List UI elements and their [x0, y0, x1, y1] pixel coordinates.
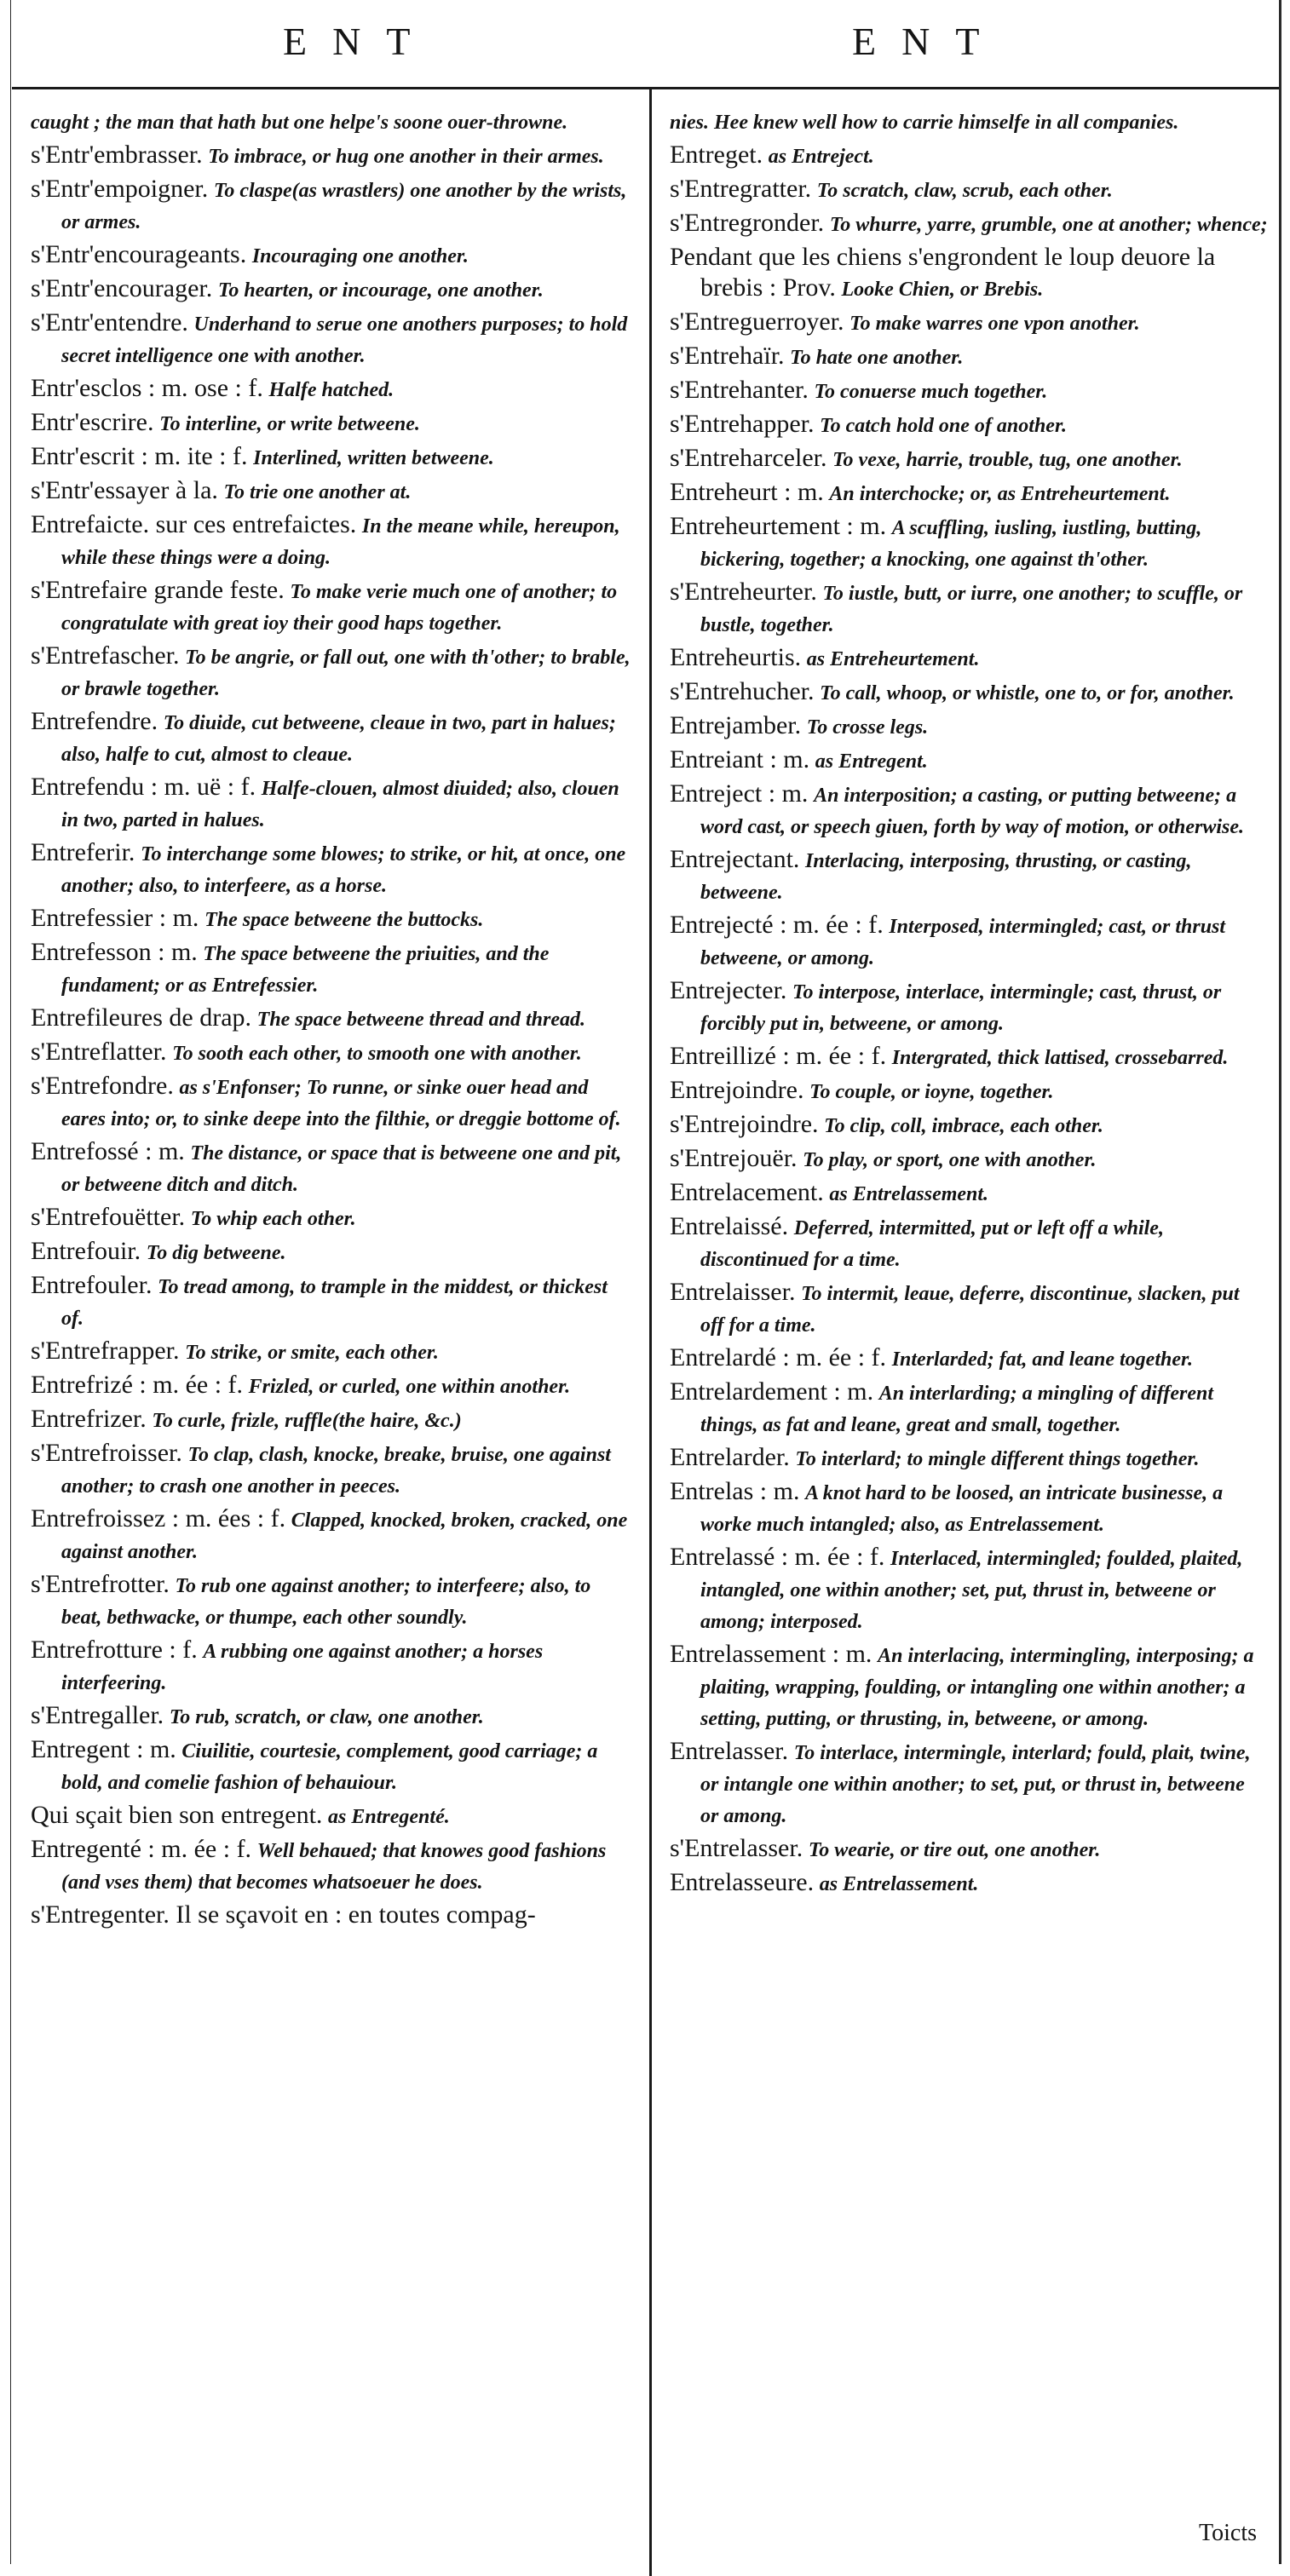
entry-headword: s'Entrehanter. [670, 376, 809, 404]
dictionary-entry [31, 373, 634, 405]
dictionary-entry [31, 1734, 634, 1798]
entry-headword: s'Entr'entendre. [31, 308, 188, 336]
dictionary-entry [31, 475, 634, 508]
entry-definition: Interlarded; fat, and leane together. [891, 1348, 1194, 1371]
entry-definition: Frizled, or curled, one within another. [248, 1376, 571, 1398]
dictionary-entry [31, 1404, 634, 1436]
entry-definition: Looke Chien, or Brebis. [841, 279, 1044, 301]
entry-headword: Entrejamber. [670, 711, 802, 739]
dictionary-entry [31, 1336, 634, 1368]
entry-definition: An interlarding; a mingling of different things, as fat and leane, great and small, together. [700, 1383, 1213, 1436]
entry-headword: Entreget. [670, 141, 763, 169]
dictionary-entry [670, 1177, 1268, 1210]
dictionary-entry [31, 407, 634, 440]
entry-definition: To crosse legs. [806, 716, 929, 739]
entry-headword: Entrefroissez : m. ées : f. [31, 1504, 286, 1532]
dictionary-entry [670, 1109, 1268, 1141]
entry-definition: To be angrie, or fall out, one with th'other; to brable, or brawle together. [61, 647, 631, 700]
entry-definition: Interlined, written betweene. [253, 447, 494, 469]
entry-headword: Entrefesson : m. [31, 938, 198, 966]
dictionary-entry [670, 844, 1268, 908]
entry-headword: Entreject : m. [670, 779, 809, 808]
dictionary-entry [31, 903, 634, 935]
entry-definition: To hearten, or incourage, one another. [217, 279, 544, 302]
dictionary-entry [670, 910, 1268, 974]
dictionary-entry [670, 140, 1268, 172]
entry-headword: Pendant que les chiens s'engrondent le loup deuore la brebis : Prov. [670, 243, 1216, 302]
entry-headword: s'Entreflatter. [31, 1038, 167, 1066]
dictionary-entry [670, 477, 1268, 509]
dictionary-entry [670, 307, 1268, 339]
dictionary-entry [31, 1800, 634, 1832]
dictionary-entry [31, 575, 634, 639]
dictionary-entry [670, 341, 1268, 373]
dictionary-entry [670, 511, 1268, 575]
entry-definition: To hate one another. [790, 347, 964, 369]
dictionary-entry [670, 642, 1268, 675]
dictionary-entry [670, 1867, 1268, 1900]
entry-definition: To curle, frizle, ruffle(the haire, &c.) [152, 1410, 462, 1432]
dictionary-entry [31, 174, 634, 238]
entry-headword: s'Entrefondre. [31, 1072, 174, 1100]
entry-headword: Entrejecter. [670, 976, 787, 1004]
dictionary-entry [31, 140, 634, 172]
entry-headword: s'Entrehucher. [670, 677, 815, 705]
entry-headword: s'Entr'embrasser. [31, 141, 203, 169]
dictionary-entry [31, 1003, 634, 1035]
entry-definition: Intergrated, thick lattised, crossebarred. [891, 1047, 1229, 1069]
entry-definition: To interchange some blowes; to strike, or hit, at once, one another; also, to interfeere, as a horse. [61, 843, 626, 897]
dictionary-entry [31, 1635, 634, 1699]
dictionary-entry [31, 1900, 634, 1932]
entry-headword: s'Entrefroisser. [31, 1439, 182, 1467]
entry-definition: To make verie much one of another; to congratulate with great ioy their good haps together. [61, 581, 618, 635]
entry-headword: Entreheurtis. [670, 643, 802, 671]
dictionary-entry [31, 239, 634, 272]
page-left-border [10, 0, 11, 2564]
entry-definition: To couple, or ioyne, together. [809, 1081, 1054, 1103]
entry-definition: To clap, clash, knocke, breake, bruise, one against another; to crash one another in peeces. [61, 1444, 611, 1498]
entry-definition: To strike, or smite, each other. [185, 1342, 439, 1364]
entry-definition: To whip each other. [190, 1208, 356, 1230]
dictionary-entry [670, 1075, 1268, 1107]
entry-definition: A scuffling, iusling, iustling, butting, bickering, together; a knocking, one against th'other. [700, 517, 1202, 571]
entry-definition: To interlard; to mingle different things together. [795, 1448, 1200, 1470]
dictionary-entry [670, 710, 1268, 743]
entry-definition: The space betweene thread and thread. [256, 1009, 585, 1031]
entry-headword: Entrefendu : m. uë : f. [31, 773, 256, 801]
entry-definition: To imbrace, or hug one another in their armes. [208, 146, 604, 168]
dictionary-entry [31, 509, 634, 573]
dictionary-entry [670, 1476, 1268, 1540]
dictionary-entry [670, 1442, 1268, 1475]
entry-definition: A rubbing one against another; a horses interfeering. [61, 1641, 544, 1694]
entry-definition: To tread among, to trample in the middest, or thickest of. [61, 1276, 608, 1330]
dictionary-entry [31, 1037, 634, 1069]
entry-headword: Entrefossé : m. [31, 1137, 185, 1165]
entry-definition: as Entregenté. [328, 1806, 450, 1828]
entry-headword: s'Entrefouëtter. [31, 1203, 186, 1231]
entry-headword: s'Entrefrapper. [31, 1337, 180, 1365]
entry-headword: Entrefessier : m. [31, 904, 199, 932]
dictionary-entry [31, 837, 634, 901]
dictionary-entry [31, 106, 634, 138]
entry-headword: s'Entregenter. Il se sçavoit en : en toutes compag- [31, 1900, 536, 1929]
dictionary-entry [31, 1071, 634, 1135]
entry-definition: To make warres one vpon another. [849, 313, 1140, 335]
dictionary-entry [670, 1736, 1268, 1831]
entry-definition: To scratch, claw, scrub, each other. [816, 180, 1113, 202]
entry-definition: as Entreheurtement. [806, 648, 980, 670]
dictionary-entry [670, 443, 1268, 475]
dictionary-entry [31, 1700, 634, 1733]
entry-definition: To clip, coll, imbrace, each other. [824, 1115, 1103, 1137]
entry-definition: An interposition; a casting, or putting betweene; a word cast, or speech giuen, forth by way of motion, or otherwise. [700, 785, 1245, 838]
header-left-title: ENT [283, 20, 436, 63]
entry-headword: s'Entreguerroyer. [670, 308, 844, 336]
running-header [9, 19, 1282, 70]
dictionary-entry [670, 779, 1268, 842]
entry-definition: To interlace, intermingle, interlard; fould, plait, twine, or intangle one within another; to set, put, or thrust in, betweene or among. [700, 1742, 1251, 1827]
entry-definition: Deferred, intermitted, put or left off a while, discontinued for a time. [700, 1217, 1164, 1271]
entry-headword: s'Entrejoindre. [670, 1110, 819, 1138]
entry-headword: Entreferir. [31, 838, 135, 866]
dictionary-entry [670, 208, 1268, 240]
dictionary-entry [670, 1211, 1268, 1275]
entry-headword: Entrefouler. [31, 1271, 153, 1299]
entry-headword: Entrejoindre. [670, 1076, 804, 1104]
dictionary-entry [31, 1136, 634, 1200]
entry-headword: s'Entregratter. [670, 175, 812, 203]
dictionary-entry [670, 106, 1268, 138]
entry-headword: s'Entrefascher. [31, 641, 180, 670]
dictionary-entry [670, 975, 1268, 1039]
entry-definition: To conuerse much together. [814, 381, 1048, 403]
dictionary-entry [31, 1270, 634, 1334]
dictionary-page [9, 0, 1282, 2546]
entry-headword: Entrejectant. [670, 845, 800, 873]
entry-headword: Entrefrizer. [31, 1405, 147, 1433]
entry-headword: Entrefrizé : m. ée : f. [31, 1371, 244, 1399]
entry-definition: To play, or sport, one with another. [803, 1149, 1097, 1171]
entry-definition: To rub one against another; to interfeere; also, to beat, bethwacke, or thumpe, each other soundly. [61, 1575, 591, 1629]
dictionary-entry [670, 577, 1268, 641]
entry-headword: Entrefrotture : f. [31, 1636, 198, 1664]
entry-headword: s'Entreharceler. [670, 444, 827, 472]
entry-headword: Entreiant : m. [670, 745, 810, 773]
dictionary-entry [670, 1277, 1268, 1341]
entry-headword: Entrelacement. [670, 1178, 824, 1206]
entry-headword: s'Entregaller. [31, 1701, 164, 1729]
dictionary-entry [31, 1834, 634, 1898]
entry-headword: s'Entregronder. [670, 209, 825, 237]
entry-definition: Underhand to serue one anothers purposes; to hold secret intelligence one with another. [61, 313, 628, 367]
entry-definition: An interchocke; or, as Entreheurtement. [829, 483, 1171, 505]
entry-headword: Entrefouir. [31, 1237, 141, 1265]
entry-headword: s'Entr'essayer à la. [31, 476, 218, 504]
dictionary-entry [670, 1143, 1268, 1176]
column-divider [649, 89, 652, 2576]
dictionary-entry [31, 772, 634, 836]
entry-headword: Entrefileures de drap. [31, 1003, 252, 1032]
entry-definition: Halfe hatched. [268, 379, 394, 401]
entry-definition: Interlacing, interposing, thrusting, or casting, betweene. [700, 850, 1192, 904]
entry-definition: To call, whoop, or whistle, one to, or for, another. [820, 682, 1235, 704]
entry-definition: as Entrelassement. [829, 1183, 989, 1205]
entry-headword: Entrelassement : m. [670, 1640, 872, 1668]
entry-headword: Entrelas : m. [670, 1477, 800, 1505]
entry-headword: s'Entr'encourager. [31, 274, 213, 302]
dictionary-entry [670, 1041, 1268, 1073]
entry-headword: Entrefaicte. sur ces entrefaictes. [31, 510, 357, 538]
entry-definition: caught ; the man that hath but one helpe's soone ouer-throwne. [31, 112, 568, 134]
dictionary-entry [31, 1504, 634, 1567]
header-right-title: ENT [852, 20, 1005, 63]
entry-headword: Entrelardé : m. ée : f. [670, 1343, 887, 1371]
entry-definition: To intermit, leaue, deferre, discontinue, slacken, put off for a time. [700, 1283, 1240, 1337]
entry-definition: To vexe, harrie, trouble, tug, one another. [832, 449, 1183, 471]
entry-definition: The distance, or space that is betweene one and pit, or betweene ditch and ditch. [61, 1142, 622, 1196]
entry-definition: To trie one another at. [223, 481, 412, 503]
dictionary-entry [31, 1569, 634, 1633]
entry-headword: Entregent : m. [31, 1735, 176, 1763]
header-rule [12, 87, 1279, 89]
dictionary-entry [670, 174, 1268, 206]
entry-headword: Entrefendre. [31, 707, 158, 735]
entry-definition: as Entreject. [768, 146, 874, 168]
entry-headword: Entrejecté : m. ée : f. [670, 911, 884, 939]
entry-headword: s'Entr'encourageants. [31, 240, 247, 268]
entry-headword: s'Entrelasser. [670, 1834, 803, 1862]
catchword: Toicts [1198, 2520, 1257, 2546]
dictionary-entry [31, 308, 634, 371]
entry-definition: To catch hold one of another. [820, 415, 1067, 437]
entry-headword: Qui sçait bien son entregent. [31, 1801, 323, 1829]
entry-definition: Interposed, intermingled; cast, or thrust betweene, or among. [700, 916, 1226, 969]
entry-headword: Entrelaissé. [670, 1212, 789, 1240]
dictionary-entry [670, 1639, 1268, 1734]
dictionary-entry [670, 409, 1268, 441]
dictionary-entry [670, 745, 1268, 777]
entry-headword: s'Entrehaïr. [670, 342, 785, 370]
dictionary-entry [31, 937, 634, 1001]
entry-headword: Entr'escrire. [31, 408, 154, 436]
dictionary-entry [670, 375, 1268, 407]
entry-definition: as Entrelassement. [819, 1873, 979, 1895]
page-right-border [1279, 0, 1281, 2564]
right-column [670, 106, 1268, 1901]
dictionary-entry [670, 1377, 1268, 1440]
entry-headword: s'Entreheurter. [670, 578, 817, 606]
entry-headword: Entreheurtement : m. [670, 512, 887, 540]
entry-definition: Clapped, knocked, broken, cracked, one against another. [61, 1509, 628, 1563]
entry-definition: In the meane while, hereupon, while these things were a doing. [61, 515, 620, 569]
entry-headword: Entr'esclos : m. ose : f. [31, 374, 263, 402]
dictionary-entry [670, 676, 1268, 709]
dictionary-entry [31, 641, 634, 704]
entry-definition: To rub, scratch, or claw, one another. [169, 1706, 484, 1728]
entry-headword: s'Entr'empoigner. [31, 175, 209, 203]
entry-definition: To interpose, interlace, intermingle; cast, thrust, or forcibly put in, betweene, or among. [700, 981, 1222, 1035]
entry-headword: s'Entrefaire grande feste. [31, 576, 285, 604]
entry-definition: Ciuilitie, courtesie, complement, good carriage; a bold, and comelie fashion of behauiour. [61, 1740, 598, 1794]
dictionary-entry [31, 441, 634, 474]
entry-definition: A knot hard to be loosed, an intricate businesse, a worke much intangled; also, as Entrelassement. [700, 1482, 1224, 1536]
entry-headword: Entrelardement : m. [670, 1377, 874, 1406]
entry-definition: nies. Hee knew well how to carrie himselfe in all companies. [670, 112, 1179, 134]
entry-headword: Entrelasseure. [670, 1868, 815, 1896]
entry-headword: s'Entrejouër. [670, 1144, 798, 1172]
dictionary-entry [31, 1438, 634, 1502]
entry-definition: To claspe(as wrastlers) one another by the wrists, or armes. [61, 180, 627, 233]
dictionary-entry [670, 242, 1268, 305]
entry-headword: Entrelasser. [670, 1737, 789, 1765]
entry-headword: Entr'escrit : m. ite : f. [31, 442, 248, 470]
entry-headword: Entrelassé : m. ée : f. [670, 1543, 885, 1571]
entry-headword: Entrelaisser. [670, 1278, 796, 1306]
entry-definition: The space betweene the buttocks. [204, 909, 484, 931]
entry-definition: To diuide, cut betweene, cleaue in two, part in halues; also, halfe to cut, almost to cleaue. [61, 712, 616, 766]
dictionary-entry [31, 273, 634, 306]
left-column [31, 106, 634, 1934]
entry-definition: To wearie, or tire out, one another. [808, 1839, 1101, 1861]
entry-definition: An interlacing, intermingling, interposing; a plaiting, wrapping, foulding, or intangling one within another; a setting, putting, or thrusting, in, betweene, or among. [700, 1645, 1254, 1730]
entry-headword: Entreheurt : m. [670, 478, 824, 506]
entry-definition: Halfe-clouen, almost diuided; also, clouen in two, parted in halues. [61, 778, 619, 831]
dictionary-entry [670, 1833, 1268, 1866]
dictionary-entry [670, 1542, 1268, 1637]
entry-headword: Entrelarder. [670, 1443, 790, 1471]
entry-headword: s'Entrehapper. [670, 410, 815, 438]
entry-definition: Incouraging one another. [251, 245, 469, 267]
entry-definition: as s'Enfonser; To runne, or sinke ouer head and eares into; or, to sinke deepe into the filthie, or dreggie bottome of. [61, 1077, 621, 1130]
entry-definition: To whurre, yarre, grumble, one at another; whence; [829, 214, 1268, 236]
entry-definition: Interlaced, intermingled; foulded, plaited, intangled, one within another; set, put, thrust in, betweene or among; interposed. [700, 1548, 1243, 1633]
entry-headword: Entreillizé : m. ée : f. [670, 1042, 887, 1070]
entry-definition: To interline, or write betweene. [159, 413, 420, 435]
dictionary-entry [31, 1202, 634, 1234]
entry-definition: Well behaued; that knowes good fashions (and vses them) that becomes whatsoeuer he does. [61, 1840, 607, 1894]
dictionary-entry [31, 1370, 634, 1402]
dictionary-entry [31, 706, 634, 770]
dictionary-entry [31, 1236, 634, 1268]
entry-headword: s'Entrefrotter. [31, 1570, 170, 1598]
entry-definition: The space betweene the priuities, and the fundament; or as Entrefessier. [61, 943, 550, 997]
entry-definition: To iustle, butt, or iurre, one another; to scuffle, or bustle, together. [700, 583, 1243, 636]
entry-definition: To sooth each other, to smooth one with another. [172, 1043, 582, 1065]
dictionary-entry [670, 1343, 1268, 1375]
entry-definition: as Entregent. [815, 750, 928, 773]
entry-definition: To dig betweene. [146, 1242, 286, 1264]
entry-headword: Entregenté : m. ée : f. [31, 1835, 252, 1863]
